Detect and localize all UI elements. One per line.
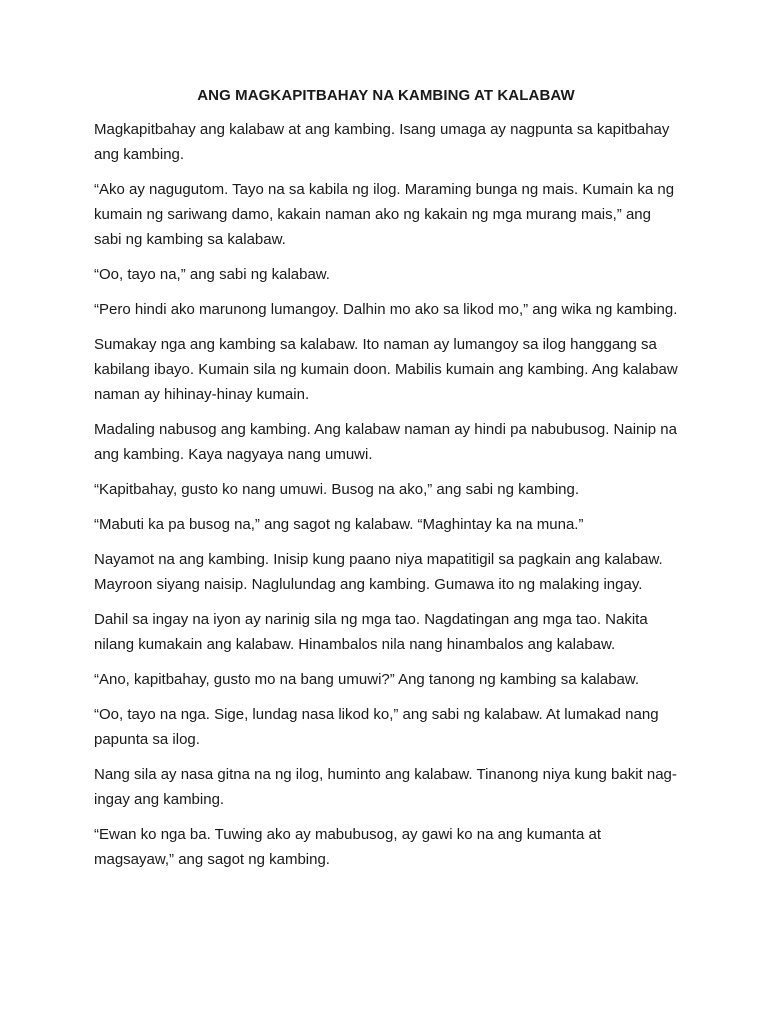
- paragraph-9: Nayamot na ang kambing. Inisip kung paano niya mapatitigil sa pagkain ang kalabaw. Mayroon siyang naisip. Naglulundag ang kambing. Gumawa ito ng malaking ingay.: [94, 551, 663, 593]
- paragraph-12: “Oo, tayo na nga. Sige, lundag nasa likod ko,” ang sabi ng kalabaw. At lumakad nang papunta sa ilog.: [94, 706, 659, 748]
- paragraph-3: “Oo, tayo na,” ang sabi ng kalabaw.: [94, 266, 330, 283]
- paragraph-4: “Pero hindi ako marunong lumangoy. Dalhin mo ako sa likod mo,” ang wika ng kambing.: [94, 301, 678, 318]
- paragraph-13: Nang sila ay nasa gitna na ng ilog, huminto ang kalabaw. Tinanong niya kung bakit nag-ingay ang kambing.: [94, 766, 677, 808]
- paragraph-14: “Ewan ko nga ba. Tuwing ako ay mabubusog, ay gawi ko na ang kumanta at magsayaw,” ang sagot ng kambing.: [94, 826, 601, 868]
- paragraph-5: Sumakay nga ang kambing sa kalabaw. Ito naman ay lumangoy sa ilog hanggang sa kabilang ibayo. Kumain sila ng kumain doon. Mabilis kumain ang kambing. Ang kalabaw naman ay hihinay-hinay kumain.: [94, 336, 678, 403]
- paragraph-11: “Ano, kapitbahay, gusto mo na bang umuwi?” Ang tanong ng kambing sa kalabaw.: [94, 671, 640, 688]
- paragraph-8: “Mabuti ka pa busog na,” ang sagot ng kalabaw. “Maghintay ka na muna.”: [94, 516, 584, 533]
- paragraph-6: Madaling nabusog ang kambing. Ang kalabaw naman ay hindi pa nabubusog. Nainip na ang kambing. Kaya nagyaya nang umuwi.: [94, 421, 677, 463]
- paragraph-2: “Ako ay nagugutom. Tayo na sa kabila ng ilog. Maraming bunga ng mais. Kumain ka ng kumain ng sariwang damo, kakain naman ako ng kakain ng mga murang mais,” ang sabi ng kambing sa kalabaw.: [94, 181, 675, 248]
- document-title: ANG MAGKAPITBAHAY NA KAMBING AT KALABAW: [197, 87, 575, 104]
- paragraph-1: Magkapitbahay ang kalabaw at ang kambing. Isang umaga ay nagpunta sa kapitbahay ang kambing.: [94, 121, 670, 163]
- paragraph-7: “Kapitbahay, gusto ko nang umuwi. Busog na ako,” ang sabi ng kambing.: [94, 481, 580, 498]
- paragraph-10: Dahil sa ingay na iyon ay narinig sila ng mga tao. Nagdatingan ang mga tao. Nakita nilang kumakain ang kalabaw. Hinambalos nila nang hinambalos ang kalabaw.: [94, 611, 648, 653]
